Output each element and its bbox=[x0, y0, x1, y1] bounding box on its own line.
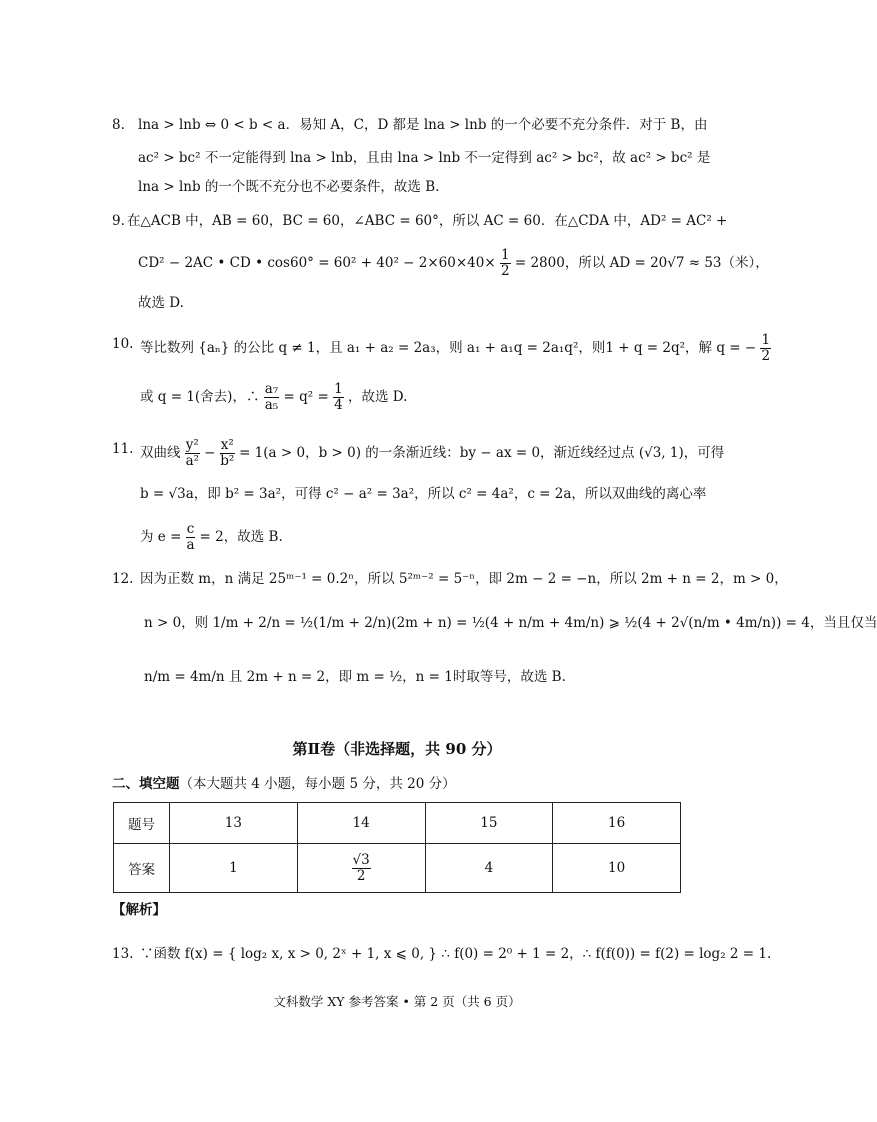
q11-line-2: b = √3a，即 b² = 3a²，可得 c² − a² = 3a²，所以 c² = 4a²，c = 2a，所以双曲线的离心率 bbox=[140, 486, 707, 502]
q9-line-3: 故选 D. bbox=[138, 295, 184, 311]
q10-line-2-b: = q² = bbox=[283, 389, 329, 405]
q10-frac3-top: 1 bbox=[334, 381, 343, 397]
q12-line-2: n > 0，则 1/m + 2/n = ½(1/m + 2/n)(2m + n) = ½(4 + n/m + 4m/n) ⩾ ½(4 + 2√(n/m • 4m/n)) = 4，当且仅当 bbox=[144, 615, 877, 631]
q9-line-1: 在△ACB 中，AB = 60，BC = 60，∠ABC = 60°，所以 AC = 60．在△CDA 中，AD² = AC² + bbox=[127, 213, 728, 229]
q9-frac-top: 1 bbox=[500, 247, 510, 263]
answer-table bbox=[113, 802, 681, 893]
analysis-heading: 【解析】 bbox=[112, 902, 166, 918]
q12-number: 12. bbox=[112, 571, 134, 587]
q9-line-2-b: = 2800，所以 AD = 20√7 ≈ 53（米）， bbox=[514, 255, 769, 271]
q9-line-2-a: CD² − 2AC • CD • cos60° = 60² + 40² − 2×60×40× bbox=[138, 255, 496, 271]
q11-line-3-b: = 2，故选 B. bbox=[199, 529, 283, 545]
q11-line-1-b: − bbox=[204, 445, 216, 461]
q10-number: 10. bbox=[112, 336, 134, 352]
q10-fraction-3 bbox=[333, 382, 344, 413]
answer-14-top: √3 bbox=[352, 851, 370, 868]
q11-frac2-top: x² bbox=[220, 437, 234, 453]
q13-line: ∵函数 f(x) = { log₂ x, x > 0, 2ˣ + 1, x ⩽ 0, } ∴ f(0) = 2⁰ + 1 = 2，∴ f(f(0)) = f(2) = log₂ 2 = 1. bbox=[140, 946, 772, 962]
q10-line-2 bbox=[140, 382, 407, 413]
answer-14-bottom: 2 bbox=[356, 867, 366, 884]
fill-in-heading bbox=[112, 772, 456, 792]
q8-number: 8. bbox=[112, 117, 125, 133]
q11-line-1-a: 双曲线 bbox=[140, 445, 181, 461]
q10-frac2-bottom: a₅ bbox=[264, 397, 279, 413]
row-label-answer: 答案 bbox=[114, 844, 170, 893]
q11-line-1 bbox=[140, 438, 724, 469]
q10-fraction-2 bbox=[264, 382, 279, 413]
q10-line-1-a: 等比数列 {aₙ} 的公比 q ≠ 1，且 a₁ + a₂ = 2a₃，则 a₁ + a₁q = 2a₁q²，则1 + q = 2q²，解 q = − bbox=[140, 340, 757, 356]
q10-frac2-top: a₇ bbox=[264, 381, 279, 397]
q11-number: 11. bbox=[112, 441, 134, 457]
table-cell-answer-15: 4 bbox=[425, 844, 553, 893]
q11-frac2-bottom: b² bbox=[220, 453, 235, 469]
q11-line-3-a: 为 e = bbox=[140, 529, 182, 545]
answer-14-fraction bbox=[352, 853, 371, 884]
q10-line-2-a: 或 q = 1(舍去)，∴ bbox=[140, 389, 260, 405]
q12-line-1: 因为正数 m，n 满足 25ᵐ⁻¹ = 0.2ⁿ，所以 5²ᵐ⁻² = 5⁻ⁿ，即 2m − 2 = −n，所以 2m + n = 2，m > 0， bbox=[140, 571, 788, 587]
q11-fraction-3 bbox=[186, 522, 196, 553]
row-label-number: 题号 bbox=[114, 803, 170, 844]
q13-number: 13. bbox=[112, 946, 134, 962]
q11-line-3 bbox=[140, 522, 283, 553]
table-row bbox=[114, 803, 681, 844]
q8-line-2: ac² > bc² 不一定能得到 lna > lnb，且由 lna > lnb 不一定得到 ac² > bc²，故 ac² > bc² 是 bbox=[138, 150, 711, 166]
table-cell-answer-14 bbox=[297, 844, 425, 893]
q10-frac1-top: 1 bbox=[761, 332, 771, 348]
q10-fraction-1 bbox=[760, 333, 771, 364]
section-title: 第Ⅱ卷（非选择题，共 90 分） bbox=[292, 740, 502, 758]
q9-line-2 bbox=[138, 248, 769, 279]
table-cell-answer-13: 1 bbox=[170, 844, 298, 893]
table-cell-number-15: 15 bbox=[425, 803, 553, 844]
page-footer: 文科数学 XY 参考答案 • 第 2 页（共 6 页） bbox=[273, 994, 521, 1009]
table-cell-answer-16: 10 bbox=[553, 844, 681, 893]
q10-line-1 bbox=[140, 333, 771, 364]
q9-fraction bbox=[500, 248, 511, 279]
q8-line-3: lna > lnb 的一个既不充分也不必要条件，故选 B. bbox=[138, 179, 440, 195]
fill-in-heading-rest: （本大题共 4 小题，每小题 5 分，共 20 分） bbox=[179, 776, 456, 792]
q8-line-1: lna > lnb ⇔ 0 < b < a．易知 A，C，D 都是 lna > lnb 的一个必要不充分条件．对于 B，由 bbox=[138, 117, 708, 133]
q11-line-1-c: = 1(a > 0，b > 0) 的一条渐近线：by − ax = 0，渐近线经过点 (√3, 1)，可得 bbox=[239, 445, 725, 461]
q10-line-2-c: ，故选 D. bbox=[347, 389, 408, 405]
fill-in-heading-bold: 二、填空题 bbox=[112, 776, 180, 792]
q9-number: 9. bbox=[112, 213, 125, 229]
q10-frac3-bottom: 4 bbox=[334, 397, 343, 413]
table-row bbox=[114, 844, 681, 893]
q9-frac-bottom: 2 bbox=[500, 263, 510, 279]
q11-frac3-bottom: a bbox=[186, 537, 195, 553]
q11-frac1-top: y² bbox=[185, 437, 199, 453]
q11-frac3-top: c bbox=[186, 521, 195, 537]
q11-fraction-2 bbox=[220, 438, 235, 469]
q11-frac1-bottom: a² bbox=[185, 453, 200, 469]
table-cell-number-13: 13 bbox=[170, 803, 298, 844]
q11-fraction-1 bbox=[185, 438, 200, 469]
table-cell-number-14: 14 bbox=[297, 803, 425, 844]
q10-frac1-bottom: 2 bbox=[761, 348, 771, 364]
table-cell-number-16: 16 bbox=[553, 803, 681, 844]
q12-line-3: n/m = 4m/n 且 2m + n = 2，即 m = ½，n = 1时取等号，故选 B. bbox=[144, 669, 566, 685]
